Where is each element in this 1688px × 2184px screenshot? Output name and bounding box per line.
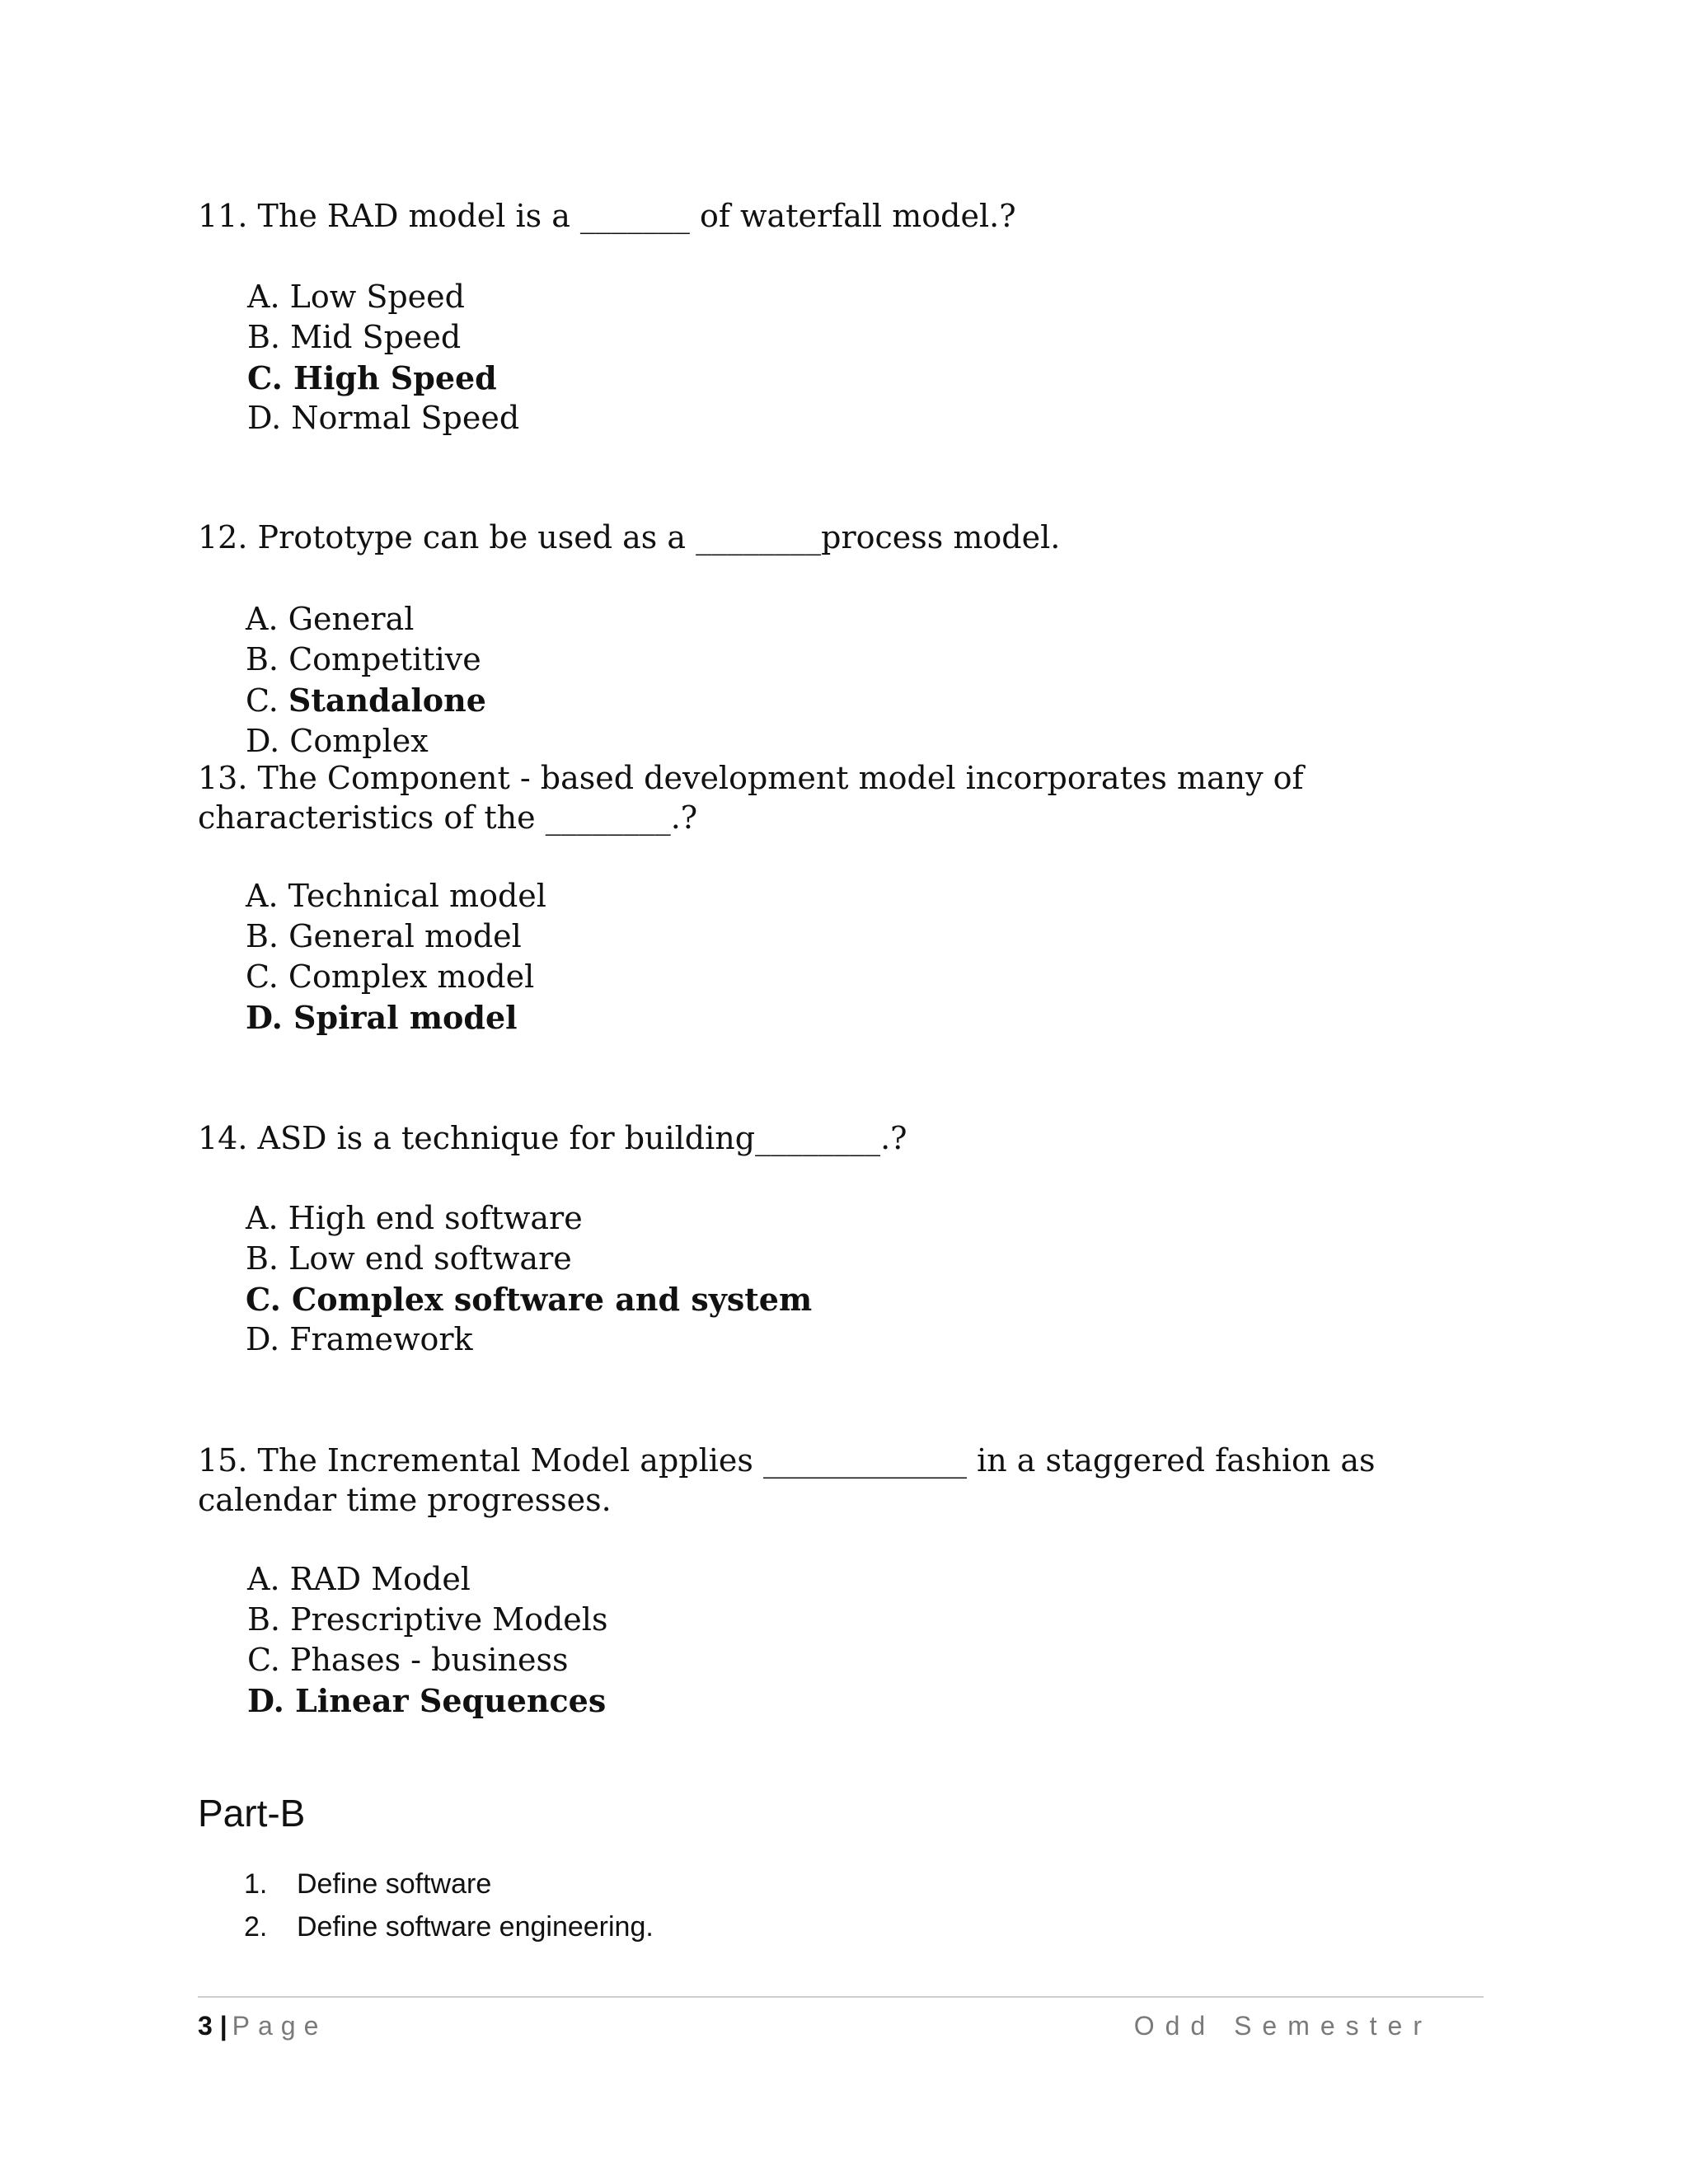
question-11-text: 11. The RAD model is a _______ of waterfall model.? xyxy=(198,198,1016,234)
option-12-c-answer: Standalone xyxy=(288,682,486,719)
option-15-d-answer: D. Linear Sequences xyxy=(247,1682,607,1719)
option-13-d-answer: D. Spiral model xyxy=(246,999,518,1036)
footer-page-word: Page xyxy=(232,2011,327,2041)
option-11-b: B. Mid Speed xyxy=(247,319,462,355)
part-b-item-number: 1. xyxy=(244,1868,268,1900)
part-b-item-text: Define software engineering. xyxy=(297,1911,654,1943)
question-14-options xyxy=(246,1198,812,1360)
question-15-options xyxy=(247,1559,607,1721)
option-11-d: D. Normal Speed xyxy=(247,400,520,436)
option-15-c: C. Phases - business xyxy=(247,1642,569,1678)
option-12-b: B. Competitive xyxy=(246,641,481,677)
option-11-a: A. Low Speed xyxy=(247,279,465,315)
question-14-text: 14. ASD is a technique for building________.? xyxy=(198,1120,907,1156)
question-11-options xyxy=(247,277,519,438)
option-12-a: A. General xyxy=(246,601,415,637)
option-12-c-prefix: C. xyxy=(246,682,288,719)
option-14-d: D. Framework xyxy=(246,1321,473,1357)
question-12-options xyxy=(246,599,486,762)
part-b-list xyxy=(244,1863,654,1948)
option-12-c xyxy=(246,680,486,721)
option-12-d: D. Complex xyxy=(246,723,429,759)
part-b-item xyxy=(244,1863,654,1905)
question-13-options xyxy=(246,876,546,1038)
part-b-heading: Part-B xyxy=(198,1792,306,1835)
question-15-text: 15. The Incremental Model applies _____________ in a staggered fashion as calendar time progresses. xyxy=(198,1442,1376,1518)
option-14-c-answer: C. Complex software and system xyxy=(246,1281,813,1318)
part-b-item-text: Define software xyxy=(297,1868,492,1900)
option-13-a: A. Technical model xyxy=(246,878,546,914)
option-15-b: B. Prescriptive Models xyxy=(247,1601,608,1638)
part-b-item xyxy=(244,1905,654,1948)
footer-page-number: 3 | xyxy=(198,2011,227,2041)
option-13-c: C. Complex model xyxy=(246,958,535,995)
question-13-text: 13. The Component - based development model incorporates many of characteristics of the ________.? xyxy=(198,760,1304,836)
part-b-item-number: 2. xyxy=(244,1911,268,1943)
footer-semester: Odd Semester xyxy=(1133,2011,1432,2041)
option-14-b: B. Low end software xyxy=(246,1240,572,1277)
option-13-b: B. General model xyxy=(246,918,522,954)
footer-divider xyxy=(198,1996,1484,1998)
option-11-c-answer: C. High Speed xyxy=(247,359,497,396)
question-12-text: 12. Prototype can be used as a ________process model. xyxy=(198,519,1061,555)
option-15-a: A. RAD Model xyxy=(247,1561,471,1597)
option-14-a: A. High end software xyxy=(246,1200,583,1236)
footer-page-label xyxy=(198,2008,326,2044)
